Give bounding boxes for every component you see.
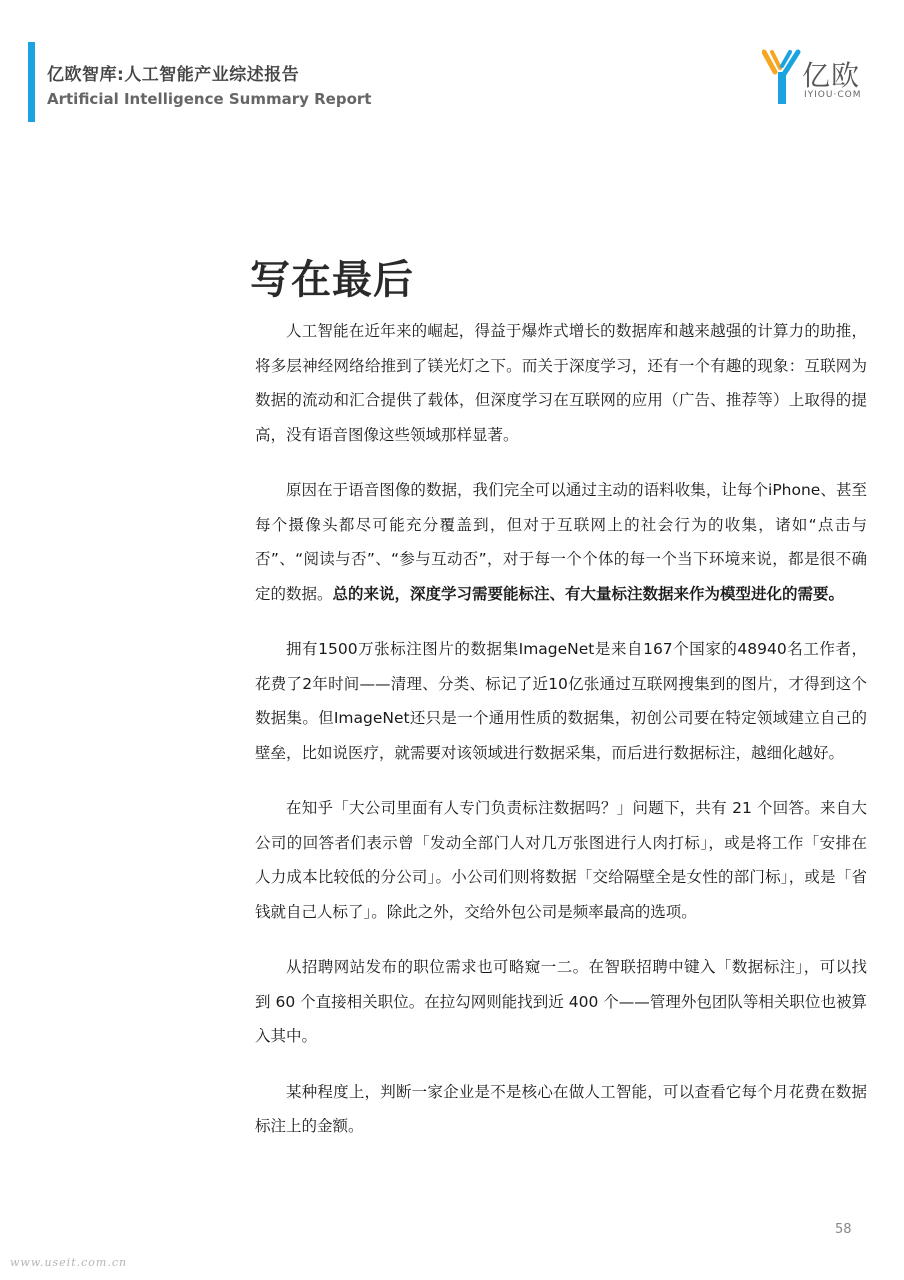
page-number: 58 — [835, 1222, 852, 1237]
watermark: www.useit.com.cn — [10, 1256, 128, 1269]
paragraph: 人工智能在近年来的崛起，得益于爆炸式增长的数据库和越来越强的计算力的助推，将多层神经网络给推到了镁光灯之下。而关于深度学习，还有一个有趣的现象：互联网为数据的流动和汇合提供了载体，但深度学习在互联网的应用（广告、推荐等）上取得的提高，没有语音图像这些领域那样显著。 — [255, 322, 867, 444]
yiou-logo — [762, 48, 882, 108]
report-subtitle: Artificial Intelligence Summary Report — [47, 90, 372, 108]
yiou-logo-mark-icon — [762, 48, 802, 106]
paragraph: 从招聘网站发布的职位需求也可略窥一二。在智联招聘中键入「数据标注」，可以找到 60 个直接相关职位。在拉勾网则能找到近 400 个——管理外包团队等相关职位也被算入其中。 — [255, 958, 867, 1045]
logo-wordmark: 亿欧 — [802, 59, 861, 92]
section-heading: 写在最后 — [250, 257, 414, 303]
article-body — [255, 314, 867, 1165]
header-accent-bar — [28, 42, 35, 122]
report-title: 亿欧智库:人工智能产业综述报告 — [47, 65, 300, 85]
paragraph: 某种程度上，判断一家企业是不是核心在做人工智能，可以查看它每个月花费在数据标注上的金额。 — [255, 1082, 867, 1135]
bold-conclusion: 总的来说，深度学习需要能标注、有大量标注数据来作为模型进化的需要。 — [332, 584, 845, 603]
paragraph: 拥有1500万张标注图片的数据集ImageNet是来自167个国家的48940名工作者，花费了2年时间——清理、分类、标记了近10亿张通过互联网搜集到的图片，才得到这个数据集。但ImageNet还只是一个通用性质的数据集，初创公司要在特定领域建立自己的壁垒，比如说医疗，就需要对该领域进行数据采集，而后进行数据标注，越细化越好。 — [255, 640, 867, 762]
paragraph: 原因在于语音图像的数据，我们完全可以通过主动的语料收集，让每个iPhone、甚至每个摄像头都尽可能充分覆盖到，但对于互联网上的社会行为的收集，诸如“点击与否”、“阅读与否”、“参与互动否”，对于每一个个体的每一个当下环境来说，都是很不确定的数据。总的来说，深度学习需要能标注、有大量标注数据来作为模型进化的需要。 — [255, 481, 867, 603]
logo-domain: IYIOU·COM — [804, 90, 862, 100]
paragraph: 在知乎「大公司里面有人专门负责标注数据吗？」问题下，共有 21 个回答。来自大公司的回答者们表示曾「发动全部门人对几万张图进行人肉打标」，或是将工作「安排在人力成本比较低的分公司」。小公司们则将数据「交给隔壁全是女性的部门标」，或是「省钱就自己人标了」。除此之外，交给外包公司是频率最高的选项。 — [255, 799, 867, 921]
